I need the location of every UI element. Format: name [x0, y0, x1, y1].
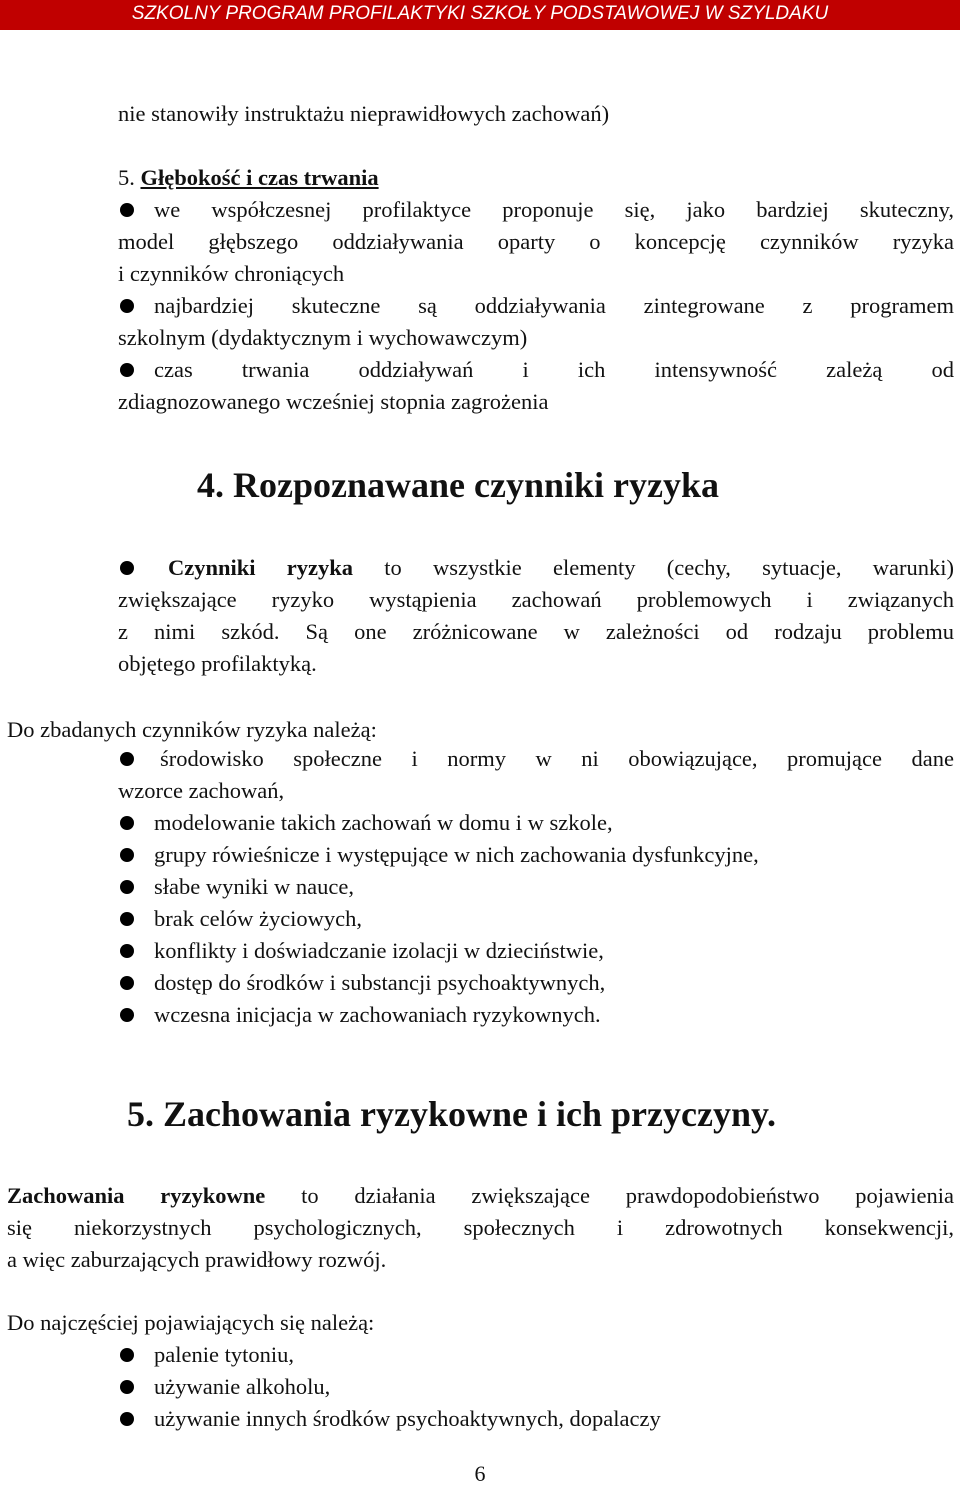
definition-line [118, 552, 954, 584]
depth-section [118, 162, 954, 418]
definition-line [7, 1180, 954, 1212]
continuation-line: nie stanowiły instruktażu nieprawidłowych zachowań) [118, 101, 610, 126]
definition-text: to wszystkie elementy (cechy, sytuacje, warunki) [353, 555, 954, 580]
page-header-bar [0, 0, 960, 30]
depth-item-line: we współczesnej profilaktyce proponuje się, jako bardziej skuteczny, [118, 194, 954, 226]
depth-title: Głębokość i czas trwania [140, 165, 379, 190]
definition-line: z nimi szkód. Są one zróżnicowane w zależności od rodzaju problemu [118, 619, 954, 644]
section4-heading: 4. Rozpoznawane czynniki ryzyka [197, 465, 719, 505]
depth-item [118, 354, 954, 418]
list-item: grupy rówieśnicze i występujące w nich zachowania dysfunkcyjne, [118, 839, 954, 871]
list-item: słabe wyniki w nauce, [118, 871, 954, 903]
list-item: brak celów życiowych, [118, 903, 954, 935]
risk-factors-list [118, 743, 954, 1031]
depth-heading [118, 162, 954, 194]
section5-heading: 5. Zachowania ryzykowne i ich przyczyny. [127, 1094, 776, 1134]
definition-term: Czynniki ryzyka [168, 555, 354, 580]
risk-factors-items [118, 807, 954, 1031]
page-number: 6 [474, 1461, 486, 1486]
depth-item-line: szkolnym (dydaktycznym i wychowawczym) [118, 325, 528, 350]
risk-behaviors-intro: Do najczęściej pojawiających się należą: [7, 1310, 375, 1335]
list-item: dostęp do środków i substancji psychoaktywnych, [118, 967, 954, 999]
list-item-continuation: wzorce zachowań, [118, 778, 285, 803]
definition-line: się niekorzystnych psychologicznych, społecznych i zdrowotnych konsekwencji, [7, 1215, 954, 1240]
risk-factors-intro: Do zbadanych czynników ryzyka należą: [7, 717, 377, 742]
list-item: palenie tytoniu, [118, 1339, 954, 1371]
definition-text: to działania zwiększające prawdopodobieństwo pojawienia [265, 1183, 954, 1208]
depth-item [118, 194, 954, 290]
definition-line: zwiększające ryzyko wystąpienia zachowań problemowych i związanych [118, 587, 954, 612]
depth-number: 5. [118, 165, 135, 190]
definition-line: objętego profilaktyką. [118, 651, 317, 676]
depth-item-line: czas trwania oddziaływań i ich intensywność zależą od [118, 354, 954, 386]
definition-line: a więc zaburzających prawidłowy rozwój. [7, 1247, 387, 1272]
list-item: wczesna inicjacja w zachowaniach ryzykownych. [118, 999, 954, 1031]
depth-item [118, 290, 954, 354]
depth-item-line: zdiagnozowanego wcześniej stopnia zagrożenia [118, 389, 549, 414]
depth-item-line: model głębszego oddziaływania oparty o koncepcję czynników ryzyka [118, 229, 954, 254]
depth-item-line: najbardziej skuteczne są oddziaływania zintegrowane z programem [118, 290, 954, 322]
list-item: środowisko społeczne i normy w ni obowiązujące, promujące dane [118, 743, 954, 775]
section4-definition [118, 552, 954, 680]
list-item: używanie innych środków psychoaktywnych, dopalaczy [118, 1403, 954, 1435]
list-item: konflikty i doświadczanie izolacji w dzieciństwie, [118, 935, 954, 967]
section5-definition [7, 1180, 954, 1276]
page-header-title: SZKOLNY PROGRAM PROFILAKTYKI SZKOŁY PODSTAWOWEJ W SZYLDAKU [131, 3, 829, 24]
risk-behaviors-list [118, 1339, 954, 1435]
list-item: używanie alkoholu, [118, 1371, 954, 1403]
list-item: modelowanie takich zachowań w domu i w szkole, [118, 807, 954, 839]
definition-term: Zachowania ryzykowne [7, 1183, 266, 1208]
depth-item-line: i czynników chroniących [118, 261, 345, 286]
